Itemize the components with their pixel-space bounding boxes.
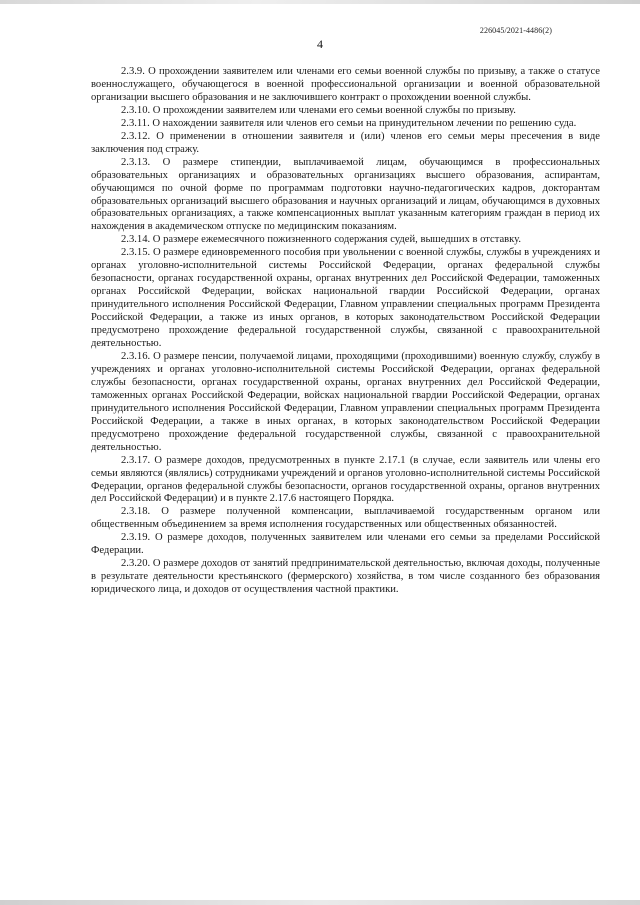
page-number: 4 [317, 37, 323, 51]
document-id: 226045/2021-4486(2) [479, 26, 552, 35]
paragraph-2-3-17: 2.3.17. О размере доходов, предусмотренных в пункте 2.17.1 (в случае, если заявитель или члены его семьи являются (являлись) сотрудниками учреждений и органов уголовно-исполнительной системы Российской Федерации, органов федеральной службы безопасности, органов государственной охраны, органов внутренних дел Российской Федерации) и в пункте 2.17.6 настоящего Порядка. [91, 454, 600, 505]
scan-edge-top [0, 0, 640, 4]
paragraph-2-3-20: 2.3.20. О размере доходов от занятий предпринимательской деятельностью, включая доходы, полученные в результате деятельности крестьянского (фермерского) хозяйства, в том числе созданного без образования юридического лица, и доходов от осуществления частной практики. [91, 558, 600, 596]
paragraph-2-3-10: 2.3.10. О прохождении заявителем или членами его семьи военной службы по призыву. [121, 104, 516, 116]
document-body [91, 66, 600, 597]
paragraph-2-3-15: 2.3.15. О размере единовременного пособия при увольнении с военной службы, службы в учреждениях и органах уголовно-исполнительной системы Российской Федерации, органах федеральной службы безопасности, органах государственной охраны, органах внутренних дел Российской Федерации, таможенных органах Российской Федерации, войсках национальной гвардии Российской Федерации, органах принудительного исполнения Российской Федерации, Главном управлении специальных программ Президента Российской Федерации, а также из иных органов, в которых законодательством Российской Федерации предусмотрено прохождение федеральной государственной службы, связанной с правоохранительной деятельностью. [91, 247, 600, 350]
paragraph-2-3-18: 2.3.18. О размере полученной компенсации, выплачиваемой государственным органом или общественным объединением за время исполнения государственных или общественных обязанностей. [91, 506, 600, 531]
scan-edge-bottom [0, 900, 640, 905]
paragraph-2-3-19: 2.3.19. О размере доходов, полученных заявителем или членами его семьи за пределами Российской Федерации. [91, 532, 600, 557]
paragraph-2-3-16: 2.3.16. О размере пенсии, получаемой лицами, проходящими (проходившими) военную службу, службу в учреждениях и органах уголовно-исполнительной системы Российской Федерации, органах федеральной службы безопасности, органах государственной охраны, органах внутренних дел Российской Федерации, таможенных органах Российской Федерации, войсках национальной гвардии Российской Федерации, органах принудительного исполнения Российской Федерации, Главном управлении специальных программ Президента Российской Федерации, а также в иных органах, в которых законодательством Российской Федерации предусмотрено прохождение федеральной государственной службы, связанной с правоохранительной деятельностью. [91, 350, 600, 453]
paragraph-2-3-13: 2.3.13. О размере стипендии, выплачиваемой лицам, обучающимся в профессиональных образовательных организациях и образовательных организациях высшего образования, аспирантам, обучающимся по очной форме по программам подготовки научно-педагогических кадров, докторантам образовательных организаций высшего образования и научных организаций и лицам, обучающимся в духовных образовательных организациях, а также компенсационных выплат указанным категориям граждан в период их нахождения в академическом отпуске по медицинским показаниям. [91, 156, 600, 233]
paragraph-2-3-9: 2.3.9. О прохождении заявителем или членами его семьи военной службы по призыву, а также о статусе военнослужащего, обучающегося в военной профессиональной организации и военной образовательной организации высшего образования и не заключившего контракт о прохождении военной службы. [91, 66, 600, 103]
paragraph-2-3-12: 2.3.12. О применении в отношении заявителя и (или) членов его семьи меры пресечения в виде заключения под стражу. [91, 130, 600, 155]
paragraph-2-3-11: 2.3.11. О нахождении заявителя или членов его семьи на принудительном лечении по решению суда. [121, 117, 577, 129]
paragraph-2-3-14: 2.3.14. О размере ежемесячного пожизненного содержания судей, вышедших в отставку. [121, 234, 522, 246]
